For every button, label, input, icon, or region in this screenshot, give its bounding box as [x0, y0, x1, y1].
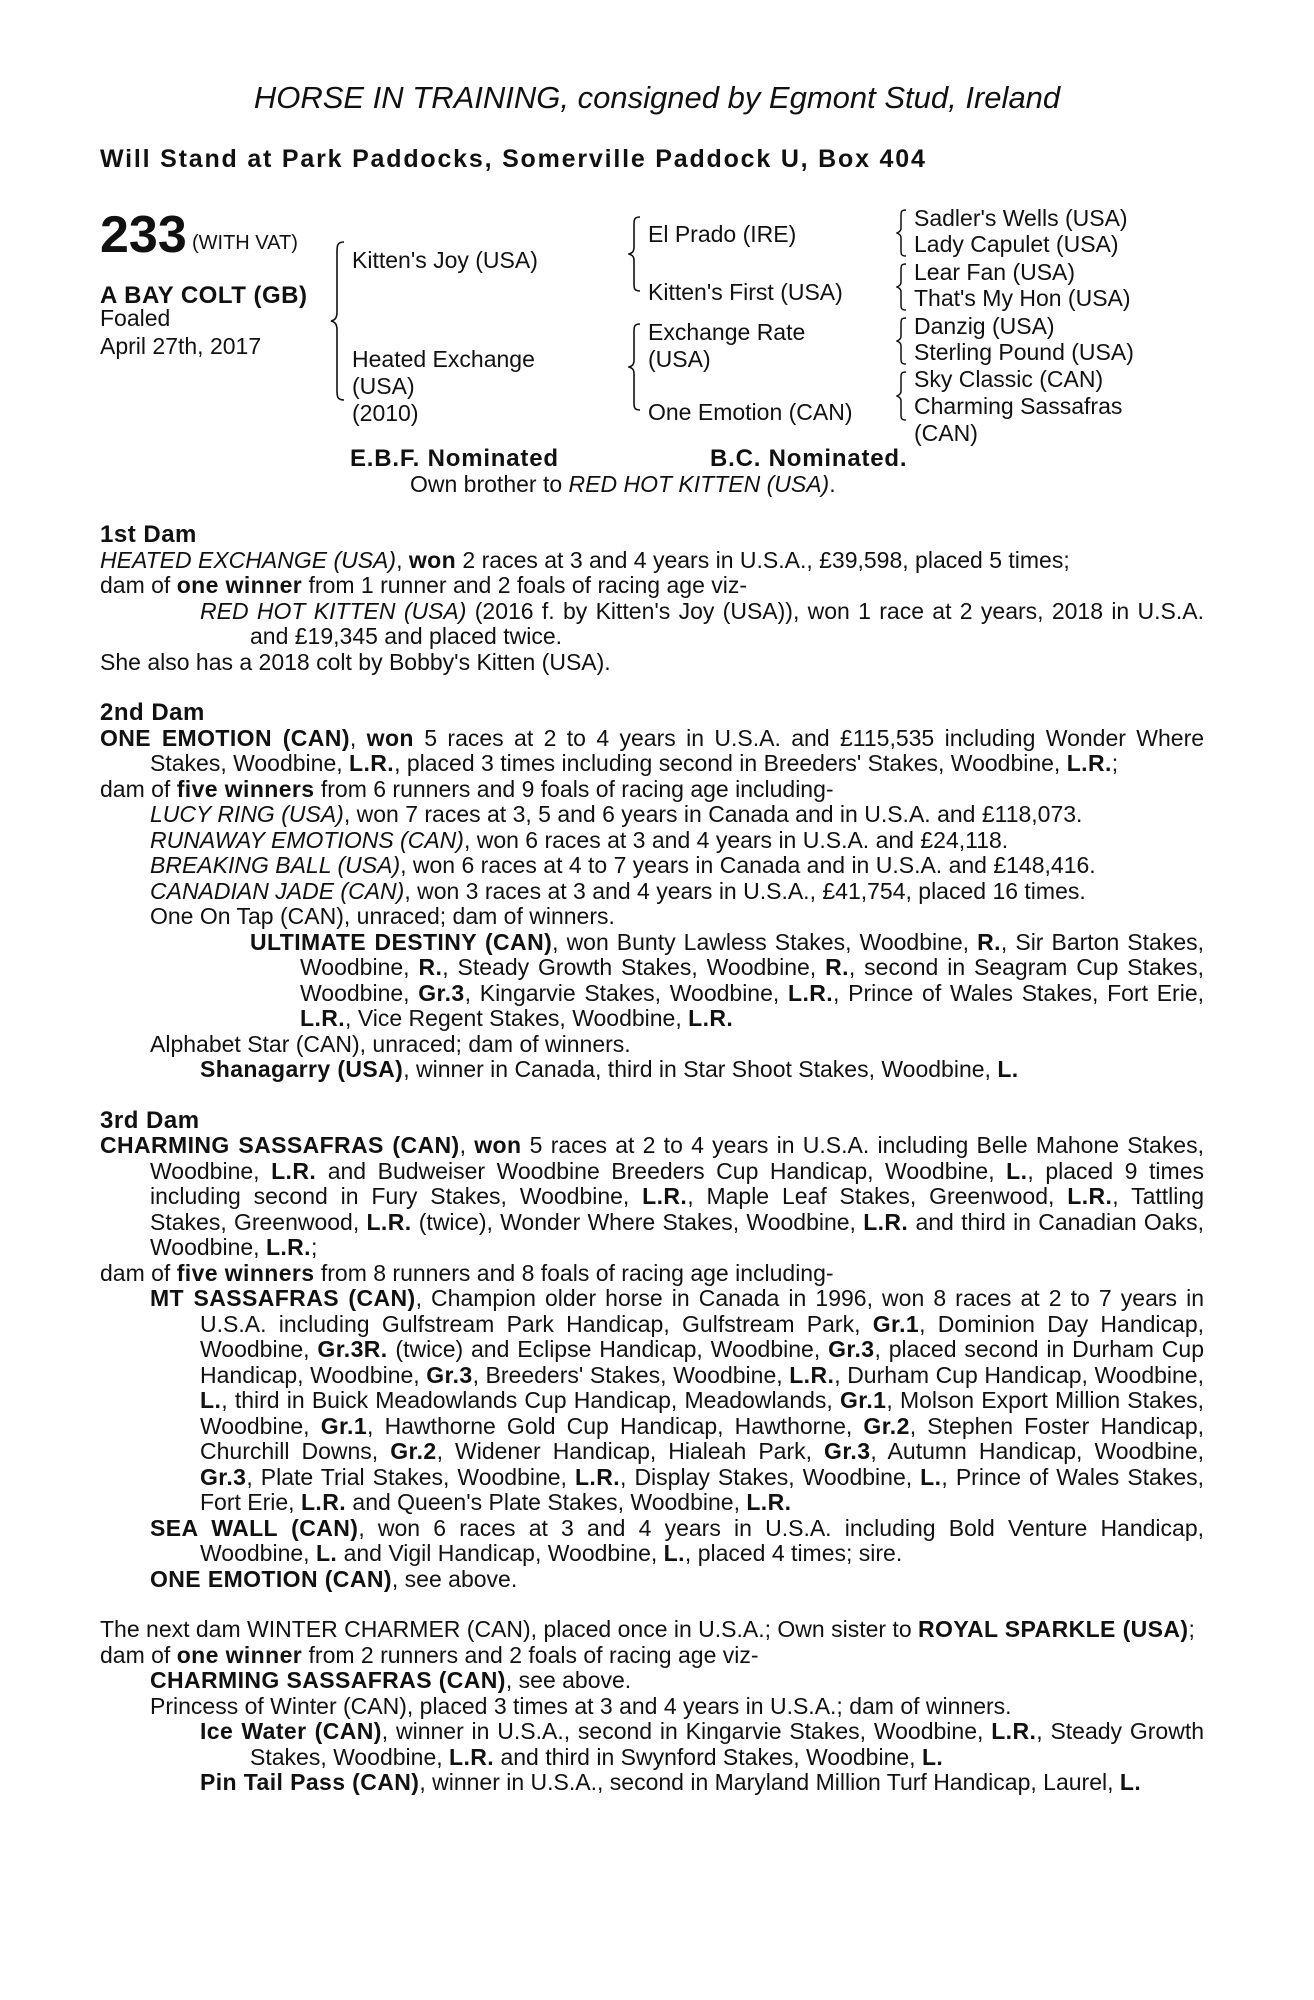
- vat-label: (WITH VAT): [192, 232, 298, 254]
- second-dam-produce: dam of five winners from 6 runners and 9 foals of racing age including-: [100, 775, 834, 802]
- second-dam-progeny-6: Alphabet Star (CAN), unraced; dam of winners.: [150, 1030, 631, 1057]
- pedigree-sire-sire: El Prado (IRE): [648, 221, 797, 247]
- horse-description: A BAY COLT (GB): [100, 282, 308, 309]
- dam-line-brace: [628, 322, 642, 412]
- pedigree-sds: Lear Fan (USA): [914, 259, 1076, 285]
- own-brother-note: Own brother to RED HOT KITTEN (USA).: [410, 471, 836, 497]
- third-dam-heading: 3rd Dam: [100, 1106, 200, 1134]
- second-dam-heading: 2nd Dam: [100, 699, 205, 726]
- pedigree-dam-sire-2: (USA): [648, 346, 711, 372]
- foaled-label: Foaled: [100, 305, 171, 331]
- pedigree-dsd: Sterling Pound (USA): [914, 339, 1134, 365]
- lot-number: 233: [100, 206, 187, 264]
- princess-of-winter-entry: Princess of Winter (CAN), placed 3 times at 3 and 4 years in U.S.A.; dam of winners.: [150, 1692, 1012, 1719]
- mt-sassafras-entry: MT SASSAFRAS (CAN), Champion older horse in Canada in 1996, won 8 races at 2 to 7 years in U.S.A. including Gulfstream Park Handicap, Gulfstream Park, Gr.1, Dominion Day Handicap, Woodbine, Gr.3R. (twice) and Eclipse Handicap, Woodbine, Gr.3, placed second in Durham Cup Handicap, Woodbine, Gr.3, Breeders' Stakes, Woodbine, L.R., Durham Cup Handicap, Woodbine, L., third in Buick Meadowlands Cup Handicap, Meadowlands, Gr.1, Molson Export Million Stakes, Woodbine, Gr.1, Hawthorne Gold Cup Handicap, Hawthorne, Gr.2, Stephen Foster Handicap, Churchill Downs, Gr.2, Widener Handicap, Hialeah Park, Gr.3, Autumn Handicap, Woodbine, Gr.3, Plate Trial Stakes, Woodbine, L.R., Display Stakes, Woodbine, L., Prince of Wales Stakes, Fort Erie, L.R. and Queen's Plate Stakes, Woodbine, L.R.: [150, 1285, 1205, 1515]
- first-dam-note: She also has a 2018 colt by Bobby's Kitten (USA).: [100, 648, 611, 675]
- pedigree-ddd-1: Charming Sassafras: [914, 393, 1123, 419]
- pedigree-sss: Sadler's Wells (USA): [914, 205, 1128, 231]
- first-dam-produce: dam of one winner from 1 runner and 2 foals of racing age viz-: [100, 572, 748, 598]
- pedigree-sire: Kitten's Joy (USA): [352, 247, 538, 273]
- sea-wall-entry: SEA WALL (CAN), won 6 races at 3 and 4 years in U.S.A. including Bold Venture Handicap, Woodbine, L. and Vigil Handicap, Woodbine, L., placed 4 times; sire.: [150, 1514, 1205, 1566]
- pedigree-sdd: That's My Hon (USA): [914, 285, 1131, 311]
- foaled-date: April 27th, 2017: [100, 333, 262, 359]
- pedigree-dam-dam: One Emotion (CAN): [648, 399, 853, 425]
- next-dam-produce: dam of one winner from 2 runners and 2 foals of racing age viz-: [100, 1641, 759, 1668]
- sire-dam-brace: [330, 240, 346, 402]
- charming-sassafras-entry: CHARMING SASSAFRAS (CAN), see above.: [150, 1667, 632, 1693]
- third-dam-produce: dam of five winners from 8 runners and 8 foals of racing age including-: [100, 1259, 834, 1286]
- second-dam-progeny-1: LUCY RING (USA), won 7 races at 3, 5 and 6 years in Canada and in U.S.A. and £118,073.: [150, 801, 1083, 827]
- brace-exchange-rate: [896, 316, 908, 366]
- second-dam-record: ONE EMOTION (CAN), won 5 races at 2 to 4 years in U.S.A. and £115,535 including Wonder Where Stakes, Woodbine, L.R., placed 3 times including second in Breeders' Stakes, Woodbine, L.R.;: [100, 724, 1205, 776]
- pedigree-dam-2: (USA): [352, 373, 415, 399]
- pedigree-dam-3: (2010): [352, 400, 419, 426]
- first-dam-record: HEATED EXCHANGE (USA), won 2 races at 3 and 4 years in U.S.A., £39,598, placed 5 times;: [100, 546, 1070, 573]
- pedigree-dam-sire-1: Exchange Rate: [648, 319, 806, 345]
- third-dam-record: CHARMING SASSAFRAS (CAN), won 5 races at 2 to 4 years in U.S.A. including Belle Mahone Stakes, Woodbine, L.R. and Budweiser Woodbine Breeders Cup Handicap, Woodbine, L., placed 9 times including second in Fury Stakes, Woodbine, L.R., Maple Leaf Stakes, Greenwood, L.R., Tattling Stakes, Greenwood, L.R. (twice), Wonder Where Stakes, Woodbine, L.R. and third in Canadian Oaks, Woodbine, L.R.;: [100, 1132, 1204, 1260]
- second-dam-progeny-5: One On Tap (CAN), unraced; dam of winners.: [150, 903, 615, 929]
- ebf-nomination: E.B.F. Nominated: [350, 445, 559, 472]
- pedigree-sire-dam: Kitten's First (USA): [648, 279, 843, 305]
- first-dam-section: [100, 522, 1204, 1796]
- brace-one-emotion: [896, 370, 908, 422]
- pin-tail-pass-entry: Pin Tail Pass (CAN), winner in U.S.A., second in Maryland Million Turf Handicap, Laurel, L.: [200, 1769, 1142, 1795]
- second-dam-progeny-4: CANADIAN JADE (CAN), won 3 races at 3 and 4 years in U.S.A., £41,754, placed 16 times.: [150, 877, 1086, 904]
- second-dam-progeny-2: RUNAWAY EMOTIONS (CAN), won 6 races at 3 and 4 years in U.S.A. and £24,118.: [150, 826, 1009, 853]
- next-dam-record: The next dam WINTER CHARMER (CAN), placed once in U.S.A.; Own sister to ROYAL SPARKLE (USA);: [100, 1616, 1195, 1642]
- shanagarry-entry: Shanagarry (USA), winner in Canada, third in Star Shoot Stakes, Woodbine, L.: [200, 1056, 1019, 1082]
- pedigree-dds: Sky Classic (CAN): [914, 366, 1104, 392]
- bc-nomination: B.C. Nominated.: [710, 445, 908, 472]
- page-title: HORSE IN TRAINING, consigned by Egmont Stud, Ireland: [253, 80, 1061, 115]
- pedigree-ssd: Lady Capulet (USA): [914, 231, 1119, 257]
- pedigree-dss: Danzig (USA): [914, 313, 1055, 339]
- one-emotion-entry: ONE EMOTION (CAN), see above.: [150, 1565, 518, 1592]
- second-dam-progeny-3: BREAKING BALL (USA), won 6 races at 4 to 7 years in Canada and in U.S.A. and £148,416.: [150, 852, 1096, 878]
- brace-el-prado: [896, 208, 908, 258]
- pedigree-dam-1: Heated Exchange: [352, 346, 535, 372]
- stand-location: Will Stand at Park Paddocks, Somerville Paddock U, Box 404: [100, 145, 927, 173]
- pedigree-ddd-2: (CAN): [914, 420, 978, 446]
- brace-kittens-first: [896, 262, 908, 312]
- first-dam-heading: 1st Dam: [100, 521, 197, 548]
- ice-water-entry: Ice Water (CAN), winner in U.S.A., second in Kingarvie Stakes, Woodbine, L.R., Steady Growth Stakes, Woodbine, L.R. and third in Swynford Stakes, Woodbine, L.: [200, 1718, 1204, 1770]
- sire-line-brace: [628, 215, 642, 293]
- ultimate-destiny-entry: ULTIMATE DESTINY (CAN), won Bunty Lawless Stakes, Woodbine, R., Sir Barton Stakes, Woodbine, R., Steady Growth Stakes, Woodbine, R., second in Seagram Cup Stakes, Woodbine, Gr.3, Kingarvie Stakes, Woodbine, L.R., Prince of Wales Stakes, Fort Erie, L.R., Vice Regent Stakes, Woodbine, L.R.: [250, 928, 1205, 1031]
- first-dam-progeny-1: RED HOT KITTEN (USA) (2016 f. by Kitten's Joy (USA)), won 1 race at 2 years, 2018 in U.S.A. and £19,345 and placed twice.: [200, 597, 1204, 649]
